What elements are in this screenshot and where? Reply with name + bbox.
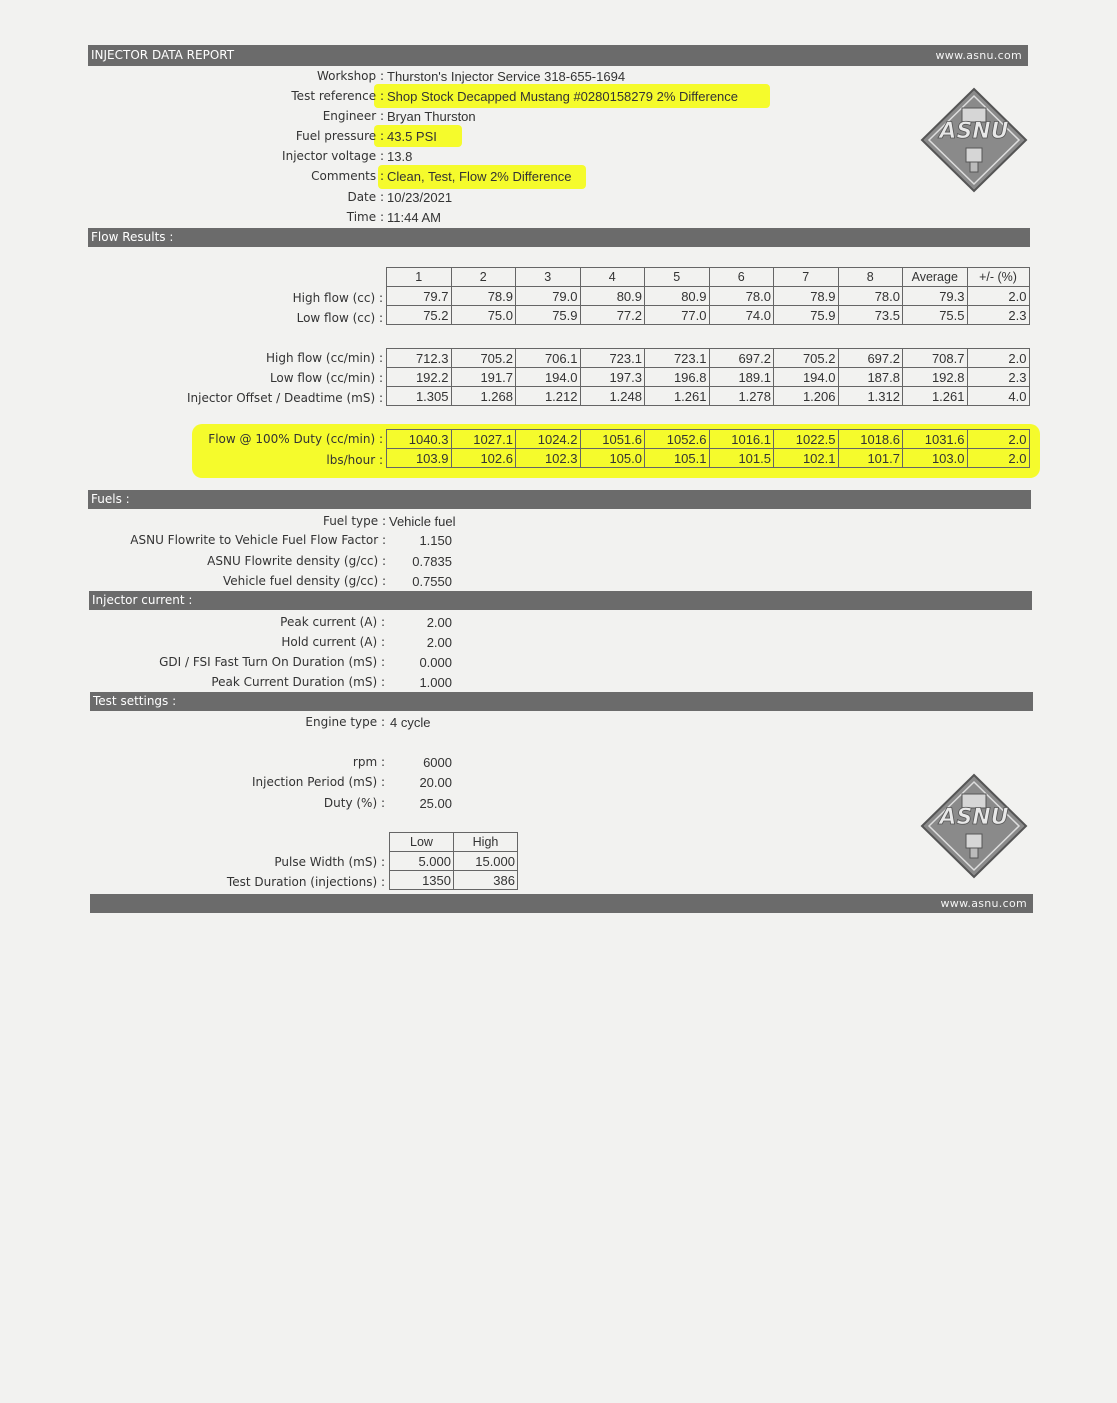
flow-row-label: lbs/hour : [326, 453, 383, 467]
flow-cell: 77.2 [580, 306, 645, 325]
fuel-value: 0.7550 [412, 574, 452, 589]
flow-cell: 712.3 [387, 349, 452, 368]
flow-row-label: Low flow (cc/min) : [269, 371, 383, 385]
table-row [387, 349, 1030, 368]
flow-cell: 2.0 [967, 430, 1029, 449]
header-url: www.asnu.com [935, 49, 1022, 62]
pulse-label: Test Duration (injections) : [226, 875, 385, 889]
flow-cell: 1016.1 [709, 430, 774, 449]
table-row [387, 287, 1030, 306]
engine-type-value: 4 cycle [390, 715, 431, 730]
footer-url: www.asnu.com [940, 897, 1027, 910]
flow-cell: 75.9 [774, 306, 839, 325]
flow-cell: 1040.3 [387, 430, 452, 449]
flow-cell: 1051.6 [580, 430, 645, 449]
current-value: 2.00 [426, 615, 452, 630]
info-value: Bryan Thurston [387, 109, 476, 124]
flow-cell: 1031.6 [903, 430, 968, 449]
flow-cell: 73.5 [838, 306, 903, 325]
flow-cell: 192.8 [903, 368, 968, 387]
setting-value: 25.00 [419, 796, 452, 811]
fuel-label: Vehicle fuel density (g/cc) : [223, 574, 386, 588]
flow-header-cell: 7 [774, 268, 839, 287]
flow-cell: 103.9 [387, 449, 452, 468]
pulse-cell: 5.000 [390, 852, 454, 871]
flow-row-label: High flow (cc) : [292, 291, 383, 305]
info-value: Clean, Test, Flow 2% Difference [387, 169, 572, 184]
setting-label: rpm : [352, 755, 385, 769]
flow-cell: 1018.6 [838, 430, 903, 449]
flow-cell: 1.212 [516, 387, 581, 406]
flow-header-cell: 1 [387, 268, 452, 287]
info-label: Engineer : [322, 109, 384, 123]
flow-cell: 102.3 [516, 449, 581, 468]
flow-header-cell: 2 [451, 268, 516, 287]
pulse-header-cell: Low [390, 833, 454, 852]
flow-table-duty [386, 429, 1030, 468]
test-settings-bar [90, 692, 1033, 711]
flow-header-cell: 5 [645, 268, 710, 287]
flow-cell: 705.2 [451, 349, 516, 368]
pulse-header-row [390, 833, 518, 852]
flow-cell: 78.9 [451, 287, 516, 306]
current-label: Hold current (A) : [281, 635, 385, 649]
flow-cell: 79.0 [516, 287, 581, 306]
flow-cell: 189.1 [709, 368, 774, 387]
flow-cell: 1.206 [774, 387, 839, 406]
flow-cell: 194.0 [516, 368, 581, 387]
flow-cell: 102.6 [451, 449, 516, 468]
pulse-cell: 1350 [390, 871, 454, 890]
flow-cell: 4.0 [967, 387, 1029, 406]
flow-row-label: Flow @ 100% Duty (cc/min) : [208, 432, 383, 446]
flow-cell: 192.2 [387, 368, 452, 387]
flow-row-label: Injector Offset / Deadtime (mS) : [186, 391, 383, 405]
flow-cell: 80.9 [580, 287, 645, 306]
flow-cell: 75.9 [516, 306, 581, 325]
flow-cell: 79.7 [387, 287, 452, 306]
fuels-bar [88, 490, 1031, 509]
flow-cell: 75.2 [387, 306, 452, 325]
flow-cell: 2.0 [967, 287, 1029, 306]
flow-cell: 78.9 [774, 287, 839, 306]
table-row [387, 306, 1030, 325]
flow-cell: 1027.1 [451, 430, 516, 449]
flow-cell: 2.3 [967, 306, 1029, 325]
flow-cell: 194.0 [774, 368, 839, 387]
flow-cell: 1.312 [838, 387, 903, 406]
flow-header-cell: 6 [709, 268, 774, 287]
flow-cell: 191.7 [451, 368, 516, 387]
fuel-value: 1.150 [419, 533, 452, 548]
flow-cell: 1.278 [709, 387, 774, 406]
flow-cell: 708.7 [903, 349, 968, 368]
flow-header-cell: Average [903, 268, 968, 287]
flow-cell: 1.261 [903, 387, 968, 406]
table-row [390, 871, 518, 890]
pulse-cell: 386 [454, 871, 518, 890]
info-value: 13.8 [387, 149, 413, 164]
flow-header-cell: 8 [838, 268, 903, 287]
flow-cell: 2.0 [967, 449, 1029, 468]
flow-cell: 2.3 [967, 368, 1029, 387]
setting-label: Injection Period (mS) : [251, 775, 385, 789]
asnu-logo-bottom [918, 772, 1030, 880]
current-value: 1.000 [419, 675, 452, 690]
info-value: Thurston's Injector Service 318-655-1694 [387, 69, 626, 84]
info-label: Fuel pressure : [295, 129, 384, 143]
info-label: Workshop : [316, 69, 384, 83]
info-label: Time : [346, 210, 384, 224]
flow-cell: 723.1 [580, 349, 645, 368]
flow-cell: 105.1 [645, 449, 710, 468]
fuel-value: Vehicle fuel [389, 514, 456, 529]
info-label: Test reference : [291, 89, 384, 103]
flow-cell: 1.305 [387, 387, 452, 406]
current-value: 2.00 [426, 635, 452, 650]
info-value: 10/23/2021 [387, 190, 453, 205]
info-value: Shop Stock Decapped Mustang #0280158279 2% Difference [387, 89, 739, 104]
flow-cell: 1.248 [580, 387, 645, 406]
flow-results-bar [88, 228, 1030, 247]
table-row [387, 430, 1030, 449]
table-row [387, 368, 1030, 387]
flow-table-cc [386, 267, 1030, 325]
flow-cell: 75.0 [451, 306, 516, 325]
flow-cell: 78.0 [709, 287, 774, 306]
info-value: 43.5 PSI [387, 129, 437, 144]
flow-cell: 101.7 [838, 449, 903, 468]
info-value: 11:44 AM [387, 210, 441, 225]
flow-table-ccmin [386, 348, 1030, 406]
flow-cell: 1.261 [645, 387, 710, 406]
fuels-label: Fuels : [91, 492, 130, 506]
flow-cell: 74.0 [709, 306, 774, 325]
pulse-label: Pulse Width (mS) : [274, 855, 385, 869]
flow-cell: 75.5 [903, 306, 968, 325]
flow-cell: 705.2 [774, 349, 839, 368]
table-row [387, 387, 1030, 406]
current-label: GDI / FSI Fast Turn On Duration (mS) : [159, 655, 385, 669]
flow-row-label: High flow (cc/min) : [265, 351, 383, 365]
flow-cell: 187.8 [838, 368, 903, 387]
injector-current-label: Injector current : [92, 593, 193, 607]
flow-header-cell: +/- (%) [967, 268, 1029, 287]
info-label: Injector voltage : [282, 149, 384, 163]
flow-cell: 101.5 [709, 449, 774, 468]
fuel-value: 0.7835 [412, 554, 452, 569]
setting-value: 6000 [423, 755, 452, 770]
flow-cell: 1.268 [451, 387, 516, 406]
flow-results-label: Flow Results : [91, 230, 174, 244]
current-label: Peak Current Duration (mS) : [211, 675, 385, 689]
test-settings-label: Test settings : [93, 694, 177, 708]
fuel-label: ASNU Flowrite to Vehicle Fuel Flow Factor : [130, 533, 386, 547]
flow-cell: 2.0 [967, 349, 1029, 368]
flow-header-row [387, 268, 1030, 287]
table-row [387, 449, 1030, 468]
logo-text-top: ASNU [939, 119, 1009, 144]
report-header-bar [88, 45, 1028, 66]
info-label: Comments : [311, 169, 384, 183]
pulse-header-cell: High [454, 833, 518, 852]
logo-text-bottom: ASNU [939, 805, 1009, 830]
flow-header-cell: 3 [516, 268, 581, 287]
flow-header-cell: 4 [580, 268, 645, 287]
flow-cell: 1022.5 [774, 430, 839, 449]
flow-cell: 197.3 [580, 368, 645, 387]
flow-cell: 77.0 [645, 306, 710, 325]
report-title: INJECTOR DATA REPORT [91, 48, 235, 62]
flow-row-label: Low flow (cc) : [296, 311, 383, 325]
engine-type-label: Engine type : [305, 715, 385, 729]
flow-cell: 105.0 [580, 449, 645, 468]
table-row [390, 852, 518, 871]
flow-cell: 78.0 [838, 287, 903, 306]
pulse-cell: 15.000 [454, 852, 518, 871]
flow-cell: 103.0 [903, 449, 968, 468]
flow-cell: 1052.6 [645, 430, 710, 449]
flow-cell: 697.2 [838, 349, 903, 368]
pulse-table [389, 832, 518, 890]
current-label: Peak current (A) : [280, 615, 385, 629]
footer-bar [90, 894, 1033, 913]
fuel-label: ASNU Flowrite density (g/cc) : [207, 554, 386, 568]
flow-cell: 80.9 [645, 287, 710, 306]
flow-cell: 102.1 [774, 449, 839, 468]
flow-cell: 723.1 [645, 349, 710, 368]
setting-label: Duty (%) : [323, 796, 385, 810]
current-value: 0.000 [419, 655, 452, 670]
flow-cell: 1024.2 [516, 430, 581, 449]
injector-current-bar [89, 591, 1032, 610]
flow-cell: 196.8 [645, 368, 710, 387]
flow-cell: 79.3 [903, 287, 968, 306]
info-label: Date : [347, 190, 384, 204]
fuel-label: Fuel type : [322, 514, 386, 528]
flow-cell: 706.1 [516, 349, 581, 368]
flow-cell: 697.2 [709, 349, 774, 368]
setting-value: 20.00 [419, 775, 452, 790]
asnu-logo-top [918, 86, 1030, 194]
